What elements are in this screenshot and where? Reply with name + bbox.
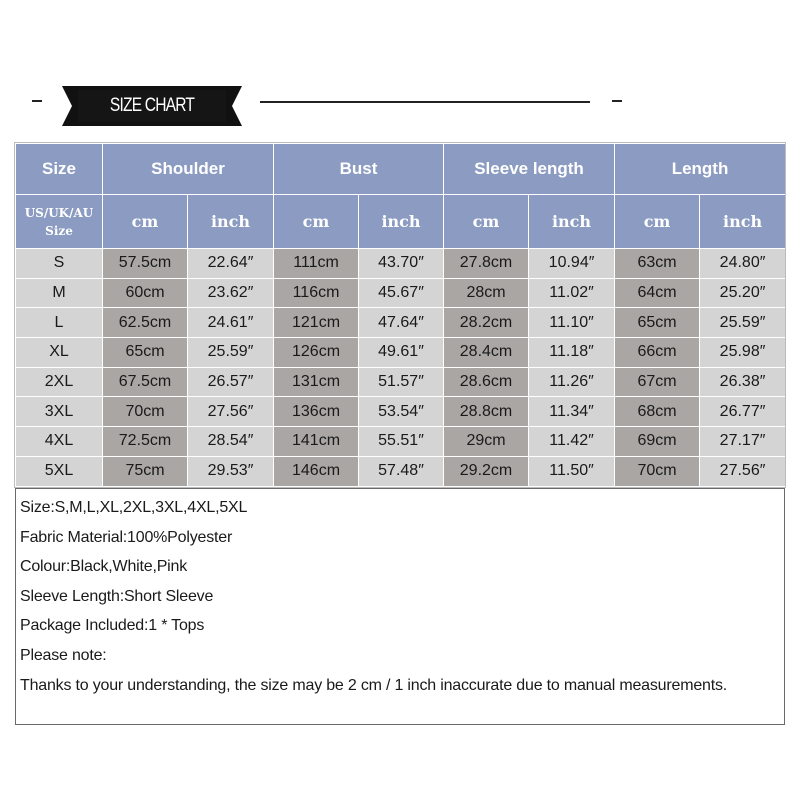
cell-shoulder-inch: 26.57″ — [188, 367, 274, 397]
cell-bust-cm: 136cm — [274, 397, 359, 427]
product-notes-box — [15, 488, 785, 725]
header-shoulder: Shoulder — [103, 144, 274, 195]
note-package: Package Included:1 * Tops — [20, 617, 205, 635]
unit-cm: cm — [103, 195, 188, 249]
cell-shoulder-cm: 65cm — [103, 338, 188, 368]
cell-shoulder-inch: 27.56″ — [188, 397, 274, 427]
cell-sleeve-cm: 27.8cm — [444, 249, 529, 279]
header-bust: Bust — [274, 144, 444, 195]
cell-shoulder-cm: 72.5cm — [103, 427, 188, 457]
cell-bust-inch: 51.57″ — [359, 367, 444, 397]
cell-length-inch: 27.17″ — [700, 427, 786, 457]
cell-length-cm: 66cm — [615, 338, 700, 368]
banner-right-dash — [612, 100, 622, 102]
note-sleeve-length: Sleeve Length:Short Sleeve — [20, 587, 214, 605]
cell-length-inch: 27.56″ — [700, 456, 786, 486]
header-sleeve-length: Sleeve length — [444, 144, 615, 195]
cell-bust-inch: 53.54″ — [359, 397, 444, 427]
cell-bust-inch: 45.67″ — [359, 278, 444, 308]
table-row — [16, 367, 786, 397]
unit-inch: inch — [359, 195, 444, 249]
cell-length-inch: 26.38″ — [700, 367, 786, 397]
cell-shoulder-inch: 29.53″ — [188, 456, 274, 486]
cell-length-inch: 26.77″ — [700, 397, 786, 427]
header-row-units — [16, 195, 786, 249]
unit-cm: cm — [615, 195, 700, 249]
cell-length-inch: 25.59″ — [700, 308, 786, 338]
table-row — [16, 456, 786, 486]
unit-cm: cm — [444, 195, 529, 249]
cell-bust-cm: 131cm — [274, 367, 359, 397]
size-chart-banner — [62, 86, 242, 126]
cell-size: L — [16, 308, 103, 338]
table-row — [16, 249, 786, 279]
cell-shoulder-inch: 22.64″ — [188, 249, 274, 279]
cell-size: 5XL — [16, 456, 103, 486]
note-please-note: Please note: — [20, 646, 107, 664]
banner-rule-line — [260, 101, 590, 103]
cell-sleeve-cm: 28.2cm — [444, 308, 529, 338]
cell-length-inch: 24.80″ — [700, 249, 786, 279]
cell-sleeve-cm: 29.2cm — [444, 456, 529, 486]
cell-length-cm: 67cm — [615, 367, 700, 397]
cell-shoulder-inch: 28.54″ — [188, 427, 274, 457]
cell-sleeve-cm: 29cm — [444, 427, 529, 457]
note-fabric: Fabric Material:100%Polyester — [20, 528, 233, 546]
cell-size: 4XL — [16, 427, 103, 457]
cell-bust-cm: 126cm — [274, 338, 359, 368]
cell-sleeve-cm: 28.6cm — [444, 367, 529, 397]
cell-sleeve-cm: 28cm — [444, 278, 529, 308]
cell-size: 2XL — [16, 367, 103, 397]
cell-bust-inch: 43.70″ — [359, 249, 444, 279]
cell-sleeve-inch: 11.34″ — [529, 397, 615, 427]
table-row — [16, 427, 786, 457]
cell-length-cm: 69cm — [615, 427, 700, 457]
cell-bust-inch: 57.48″ — [359, 456, 444, 486]
unit-inch: inch — [700, 195, 786, 249]
cell-sleeve-cm: 28.4cm — [444, 338, 529, 368]
cell-length-cm: 63cm — [615, 249, 700, 279]
note-colour: Colour:Black,White,Pink — [20, 558, 188, 576]
cell-shoulder-inch: 24.61″ — [188, 308, 274, 338]
table-row — [16, 308, 786, 338]
note-measurement-disclaimer: Thanks to your understanding, the size may be 2 cm / 1 inch inaccurate due to manual measurements. — [20, 676, 728, 694]
table-row — [16, 397, 786, 427]
cell-sleeve-inch: 11.02″ — [529, 278, 615, 308]
cell-size: S — [16, 249, 103, 279]
cell-sleeve-cm: 28.8cm — [444, 397, 529, 427]
table-row — [16, 278, 786, 308]
cell-size: 3XL — [16, 397, 103, 427]
cell-length-cm: 64cm — [615, 278, 700, 308]
header-size: Size — [16, 144, 103, 195]
cell-sleeve-inch: 11.26″ — [529, 367, 615, 397]
cell-bust-cm: 121cm — [274, 308, 359, 338]
cell-sleeve-inch: 11.42″ — [529, 427, 615, 457]
cell-length-inch: 25.20″ — [700, 278, 786, 308]
cell-shoulder-cm: 70cm — [103, 397, 188, 427]
cell-shoulder-cm: 75cm — [103, 456, 188, 486]
cell-size: XL — [16, 338, 103, 368]
cell-shoulder-inch: 23.62″ — [188, 278, 274, 308]
cell-bust-inch: 47.64″ — [359, 308, 444, 338]
cell-bust-cm: 111cm — [274, 249, 359, 279]
banner-left-dash — [32, 100, 42, 102]
cell-shoulder-cm: 60cm — [103, 278, 188, 308]
unit-inch: inch — [188, 195, 274, 249]
cell-sleeve-inch: 11.50″ — [529, 456, 615, 486]
cell-length-inch: 25.98″ — [700, 338, 786, 368]
cell-sleeve-inch: 11.10″ — [529, 308, 615, 338]
cell-shoulder-cm: 62.5cm — [103, 308, 188, 338]
header-row-measurements — [16, 144, 786, 195]
cell-bust-cm: 116cm — [274, 278, 359, 308]
table-row — [16, 338, 786, 368]
cell-shoulder-cm: 57.5cm — [103, 249, 188, 279]
banner-title: SIZE CHART — [109, 95, 195, 116]
header-region-size: US/UK/AU Size — [16, 195, 103, 249]
note-sizes: Size:S,M,L,XL,2XL,3XL,4XL,5XL — [20, 499, 248, 516]
cell-sleeve-inch: 10.94″ — [529, 249, 615, 279]
cell-size: M — [16, 278, 103, 308]
cell-bust-cm: 146cm — [274, 456, 359, 486]
cell-length-cm: 70cm — [615, 456, 700, 486]
cell-bust-cm: 141cm — [274, 427, 359, 457]
unit-cm: cm — [274, 195, 359, 249]
cell-length-cm: 68cm — [615, 397, 700, 427]
cell-bust-inch: 49.61″ — [359, 338, 444, 368]
cell-shoulder-cm: 67.5cm — [103, 367, 188, 397]
header-length: Length — [615, 144, 786, 195]
cell-bust-inch: 55.51″ — [359, 427, 444, 457]
cell-sleeve-inch: 11.18″ — [529, 338, 615, 368]
cell-shoulder-inch: 25.59″ — [188, 338, 274, 368]
unit-inch: inch — [529, 195, 615, 249]
size-table-body — [16, 249, 786, 487]
size-chart-table — [15, 143, 786, 487]
cell-length-cm: 65cm — [615, 308, 700, 338]
